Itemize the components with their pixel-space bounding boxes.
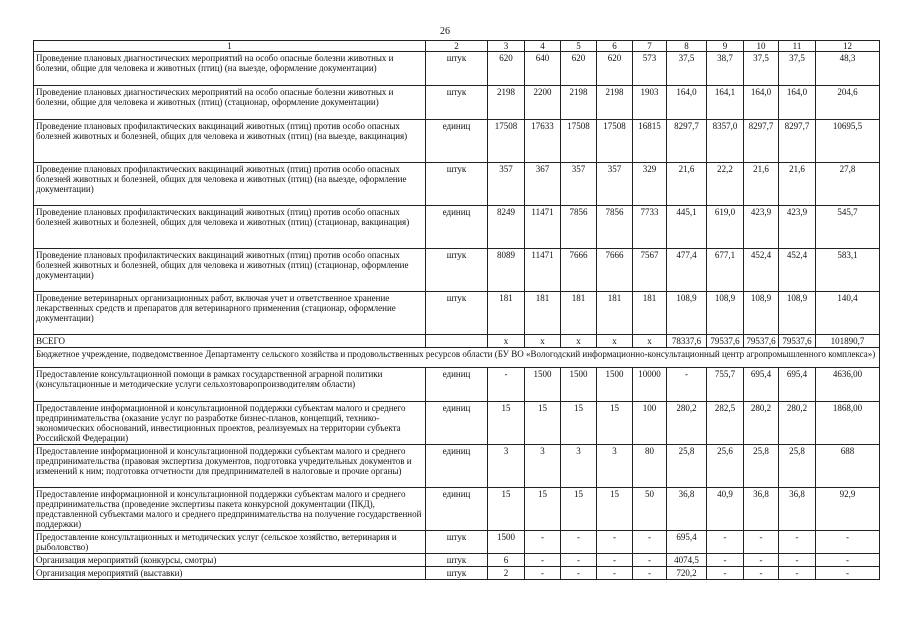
- value-cell: 2198: [488, 86, 525, 120]
- column-number: 7: [633, 41, 667, 52]
- value-cell: 688: [816, 445, 880, 488]
- value-cell: 92,9: [816, 488, 880, 531]
- value-cell: -: [633, 554, 667, 567]
- value-cell: 7666: [561, 249, 597, 292]
- value-cell: 620: [561, 52, 597, 86]
- value-cell: 37,5: [744, 52, 779, 86]
- value-cell: 21,6: [744, 163, 779, 206]
- total-value-cell: х: [561, 335, 597, 348]
- unit-of-measure: единиц: [426, 445, 488, 488]
- total-value-cell: х: [597, 335, 633, 348]
- column-number: 1: [34, 41, 426, 52]
- unit-of-measure: штук: [426, 249, 488, 292]
- value-cell: 7666: [597, 249, 633, 292]
- value-cell: 17508: [561, 120, 597, 163]
- value-cell: 108,9: [667, 292, 707, 335]
- service-name: Проведение плановых диагностических мероприятий на особо опасные болезни животных и болезни, общие для человека и животных (птиц) (на выезде, оформление документации): [34, 52, 426, 86]
- value-cell: 80: [633, 445, 667, 488]
- value-cell: -: [744, 567, 779, 580]
- value-cell: -: [816, 567, 880, 580]
- value-cell: 25,8: [779, 445, 816, 488]
- unit-of-measure: штук: [426, 554, 488, 567]
- column-number: 5: [561, 41, 597, 52]
- table-row: [34, 120, 880, 163]
- service-name: Проведение ветеринарных организационных работ, включая учет и ответственное хранение лекарственных средств и препаратов для ветеринарного применения (стационар, оформление документации): [34, 292, 426, 335]
- value-cell: 7856: [561, 206, 597, 249]
- value-cell: -: [561, 531, 597, 554]
- value-cell: 181: [633, 292, 667, 335]
- value-cell: 357: [561, 163, 597, 206]
- value-cell: 25,8: [667, 445, 707, 488]
- total-row: [34, 335, 880, 348]
- value-cell: 17508: [488, 120, 525, 163]
- value-cell: 280,2: [667, 402, 707, 445]
- value-cell: 108,9: [744, 292, 779, 335]
- value-cell: 140,4: [816, 292, 880, 335]
- service-name: Проведение плановых диагностических мероприятий на особо опасные болезни животных и болезни, общие для человека и животных (птиц) (стационар, оформление документации): [34, 86, 426, 120]
- value-cell: 11471: [525, 249, 561, 292]
- budget-table: [33, 40, 880, 580]
- value-cell: 27,8: [816, 163, 880, 206]
- unit-of-measure: единиц: [426, 488, 488, 531]
- value-cell: 1500: [525, 368, 561, 402]
- unit-of-measure: единиц: [426, 120, 488, 163]
- value-cell: 620: [597, 52, 633, 86]
- value-cell: 477,4: [667, 249, 707, 292]
- value-cell: 181: [597, 292, 633, 335]
- value-cell: 50: [633, 488, 667, 531]
- value-cell: 282,5: [707, 402, 744, 445]
- value-cell: 164,0: [779, 86, 816, 120]
- value-cell: -: [707, 567, 744, 580]
- value-cell: 357: [488, 163, 525, 206]
- value-cell: 16815: [633, 120, 667, 163]
- value-cell: 108,9: [707, 292, 744, 335]
- value-cell: -: [707, 554, 744, 567]
- value-cell: -: [779, 567, 816, 580]
- value-cell: 36,8: [779, 488, 816, 531]
- table-row: [34, 163, 880, 206]
- column-number: 9: [707, 41, 744, 52]
- value-cell: -: [597, 567, 633, 580]
- value-cell: 1903: [633, 86, 667, 120]
- service-name: Предоставление информационной и консультационной поддержки субъектам малого и среднего предпринимательства (правовая экспертиза документов, подготовка учредительных документов и изменений к ним; подготовка отчетности для предпринимателей в налоговые и прочие органы): [34, 445, 426, 488]
- value-cell: 181: [561, 292, 597, 335]
- value-cell: 695,4: [667, 531, 707, 554]
- table-row: [34, 402, 880, 445]
- value-cell: -: [525, 554, 561, 567]
- service-name: Предоставление информационной и консультационной поддержки субъектам малого и среднего предпринимательства (проведение экспертизы пакета конкурсной документации (ПКД), представленной субъектами малого и среднего предпринимательства на получение государственной поддержки): [34, 488, 426, 531]
- value-cell: -: [779, 554, 816, 567]
- value-cell: -: [561, 567, 597, 580]
- value-cell: 695,4: [779, 368, 816, 402]
- value-cell: 108,9: [779, 292, 816, 335]
- column-number: 4: [525, 41, 561, 52]
- total-value-cell: 79537,6: [779, 335, 816, 348]
- value-cell: -: [667, 368, 707, 402]
- unit-of-measure: штук: [426, 163, 488, 206]
- value-cell: -: [525, 567, 561, 580]
- table-row: [34, 488, 880, 531]
- total-value-cell: х: [488, 335, 525, 348]
- service-name: Проведение плановых профилактических вакцинаций животных (птиц) против особо опасных болезней животных и болезней, общих для человека и животных (птиц) (стационар, вакцинация): [34, 206, 426, 249]
- total-value-cell: 101890,7: [816, 335, 880, 348]
- value-cell: 15: [488, 488, 525, 531]
- unit-of-measure: единиц: [426, 368, 488, 402]
- service-name: Предоставление информационной и консультационной поддержки субъектам малого и среднего предпринимательства (оказание услуг по разработке бизнес-планов, концепций, технико-экономических обоснований, инвестиционных проектов, реализуемых на территории субъекта Российской Федерации): [34, 402, 426, 445]
- service-name: Организация мероприятий (выставки): [34, 567, 426, 580]
- value-cell: 620: [488, 52, 525, 86]
- value-cell: 22,2: [707, 163, 744, 206]
- table-row: [34, 531, 880, 554]
- service-name: Предоставление консультационной помощи в рамках государственной аграрной политики (консультационные и методические услуги сельхозтоваропроизводителям области): [34, 368, 426, 402]
- table-row: [34, 368, 880, 402]
- value-cell: -: [597, 531, 633, 554]
- service-name: Проведение плановых профилактических вакцинаций животных (птиц) против особо опасных болезней животных и болезней, общих для человека и животных (птиц) (на выезде, оформление документации): [34, 163, 426, 206]
- column-number: 10: [744, 41, 779, 52]
- value-cell: 15: [525, 488, 561, 531]
- value-cell: 3: [488, 445, 525, 488]
- value-cell: 8249: [488, 206, 525, 249]
- table-row: [34, 86, 880, 120]
- unit-of-measure: штук: [426, 292, 488, 335]
- value-cell: 695,4: [744, 368, 779, 402]
- service-name: Организация мероприятий (конкурсы, смотры): [34, 554, 426, 567]
- value-cell: 37,5: [779, 52, 816, 86]
- value-cell: 10000: [633, 368, 667, 402]
- table-row: [34, 52, 880, 86]
- total-value-cell: 78337,6: [667, 335, 707, 348]
- value-cell: 181: [488, 292, 525, 335]
- value-cell: 8089: [488, 249, 525, 292]
- value-cell: -: [816, 554, 880, 567]
- value-cell: 17508: [597, 120, 633, 163]
- value-cell: 15: [488, 402, 525, 445]
- value-cell: 48,3: [816, 52, 880, 86]
- value-cell: -: [744, 531, 779, 554]
- value-cell: -: [525, 531, 561, 554]
- value-cell: 21,6: [667, 163, 707, 206]
- value-cell: 15: [597, 402, 633, 445]
- value-cell: 367: [525, 163, 561, 206]
- column-number: 3: [488, 41, 525, 52]
- value-cell: 8297,7: [667, 120, 707, 163]
- unit-of-measure: штук: [426, 531, 488, 554]
- value-cell: 10695,5: [816, 120, 880, 163]
- service-name: Предоставление консультационных и методических услуг (сельское хозяйство, ветеринария и рыболовство): [34, 531, 426, 554]
- value-cell: -: [561, 554, 597, 567]
- value-cell: 280,2: [744, 402, 779, 445]
- value-cell: 164,0: [667, 86, 707, 120]
- unit-of-measure: единиц: [426, 402, 488, 445]
- header-row: [34, 41, 880, 52]
- unit-of-measure: штук: [426, 52, 488, 86]
- value-cell: 37,5: [667, 52, 707, 86]
- total-value-cell: 79537,6: [707, 335, 744, 348]
- value-cell: 40,9: [707, 488, 744, 531]
- value-cell: 3: [525, 445, 561, 488]
- value-cell: 7733: [633, 206, 667, 249]
- value-cell: -: [707, 531, 744, 554]
- value-cell: 15: [525, 402, 561, 445]
- value-cell: 36,8: [744, 488, 779, 531]
- value-cell: 3: [561, 445, 597, 488]
- value-cell: 545,7: [816, 206, 880, 249]
- value-cell: 445,1: [667, 206, 707, 249]
- column-number: 6: [597, 41, 633, 52]
- value-cell: -: [816, 531, 880, 554]
- value-cell: 11471: [525, 206, 561, 249]
- section-row: [34, 348, 880, 368]
- table-row: [34, 206, 880, 249]
- value-cell: 100: [633, 402, 667, 445]
- value-cell: 1500: [561, 368, 597, 402]
- value-cell: 1500: [597, 368, 633, 402]
- value-cell: -: [633, 567, 667, 580]
- value-cell: 8297,7: [744, 120, 779, 163]
- value-cell: 164,0: [744, 86, 779, 120]
- total-value-cell: х: [633, 335, 667, 348]
- value-cell: 720,2: [667, 567, 707, 580]
- value-cell: -: [597, 554, 633, 567]
- total-value-cell: х: [525, 335, 561, 348]
- value-cell: 7856: [597, 206, 633, 249]
- value-cell: 7567: [633, 249, 667, 292]
- value-cell: 452,4: [779, 249, 816, 292]
- column-number: 12: [816, 41, 880, 52]
- value-cell: 21,6: [779, 163, 816, 206]
- value-cell: 423,9: [744, 206, 779, 249]
- value-cell: -: [633, 531, 667, 554]
- section-title: Бюджетное учреждение, подведомственное Департаменту сельского хозяйства и продовольственных ресурсов области (БУ ВО «Вологодский информационно-консультационный центр агропромышленного комплекса»): [34, 348, 880, 368]
- page-number: 26: [440, 26, 450, 37]
- value-cell: 1868,00: [816, 402, 880, 445]
- value-cell: 2200: [525, 86, 561, 120]
- table-row: [34, 445, 880, 488]
- value-cell: -: [779, 531, 816, 554]
- column-number: 8: [667, 41, 707, 52]
- unit-of-measure: штук: [426, 86, 488, 120]
- value-cell: 164,1: [707, 86, 744, 120]
- value-cell: 25,6: [707, 445, 744, 488]
- value-cell: 423,9: [779, 206, 816, 249]
- total-label: ВСЕГО: [34, 335, 426, 348]
- value-cell: 4636,00: [816, 368, 880, 402]
- value-cell: 573: [633, 52, 667, 86]
- table-row: [34, 554, 880, 567]
- value-cell: 15: [561, 402, 597, 445]
- table-row: [34, 567, 880, 580]
- value-cell: 38,7: [707, 52, 744, 86]
- service-name: Проведение плановых профилактических вакцинаций животных (птиц) против особо опасных болезней животных и болезней, общих для человека и животных (птиц) (на выезде, вакцинация): [34, 120, 426, 163]
- unit-of-measure: единиц: [426, 206, 488, 249]
- service-name: Проведение плановых профилактических вакцинаций животных (птиц) против особо опасных болезней животных и болезней, общих для человека и животных (птиц) (стационар, оформление документации): [34, 249, 426, 292]
- value-cell: 357: [597, 163, 633, 206]
- value-cell: 36,8: [667, 488, 707, 531]
- unit-of-measure: [426, 335, 488, 348]
- table-row: [34, 292, 880, 335]
- value-cell: 4074,5: [667, 554, 707, 567]
- table-row: [34, 249, 880, 292]
- value-cell: 25,8: [744, 445, 779, 488]
- value-cell: 677,1: [707, 249, 744, 292]
- value-cell: 8297,7: [779, 120, 816, 163]
- value-cell: 619,0: [707, 206, 744, 249]
- value-cell: 2198: [597, 86, 633, 120]
- value-cell: -: [744, 554, 779, 567]
- value-cell: 15: [597, 488, 633, 531]
- value-cell: 181: [525, 292, 561, 335]
- value-cell: 15: [561, 488, 597, 531]
- value-cell: 640: [525, 52, 561, 86]
- column-number: 2: [426, 41, 488, 52]
- column-number: 11: [779, 41, 816, 52]
- value-cell: 755,7: [707, 368, 744, 402]
- unit-of-measure: штук: [426, 567, 488, 580]
- value-cell: 17633: [525, 120, 561, 163]
- value-cell: -: [488, 368, 525, 402]
- value-cell: 329: [633, 163, 667, 206]
- value-cell: 204,6: [816, 86, 880, 120]
- value-cell: 452,4: [744, 249, 779, 292]
- value-cell: 6: [488, 554, 525, 567]
- total-value-cell: 79537,6: [744, 335, 779, 348]
- value-cell: 8357,0: [707, 120, 744, 163]
- value-cell: 2198: [561, 86, 597, 120]
- value-cell: 3: [597, 445, 633, 488]
- value-cell: 2: [488, 567, 525, 580]
- value-cell: 583,1: [816, 249, 880, 292]
- value-cell: 280,2: [779, 402, 816, 445]
- value-cell: 1500: [488, 531, 525, 554]
